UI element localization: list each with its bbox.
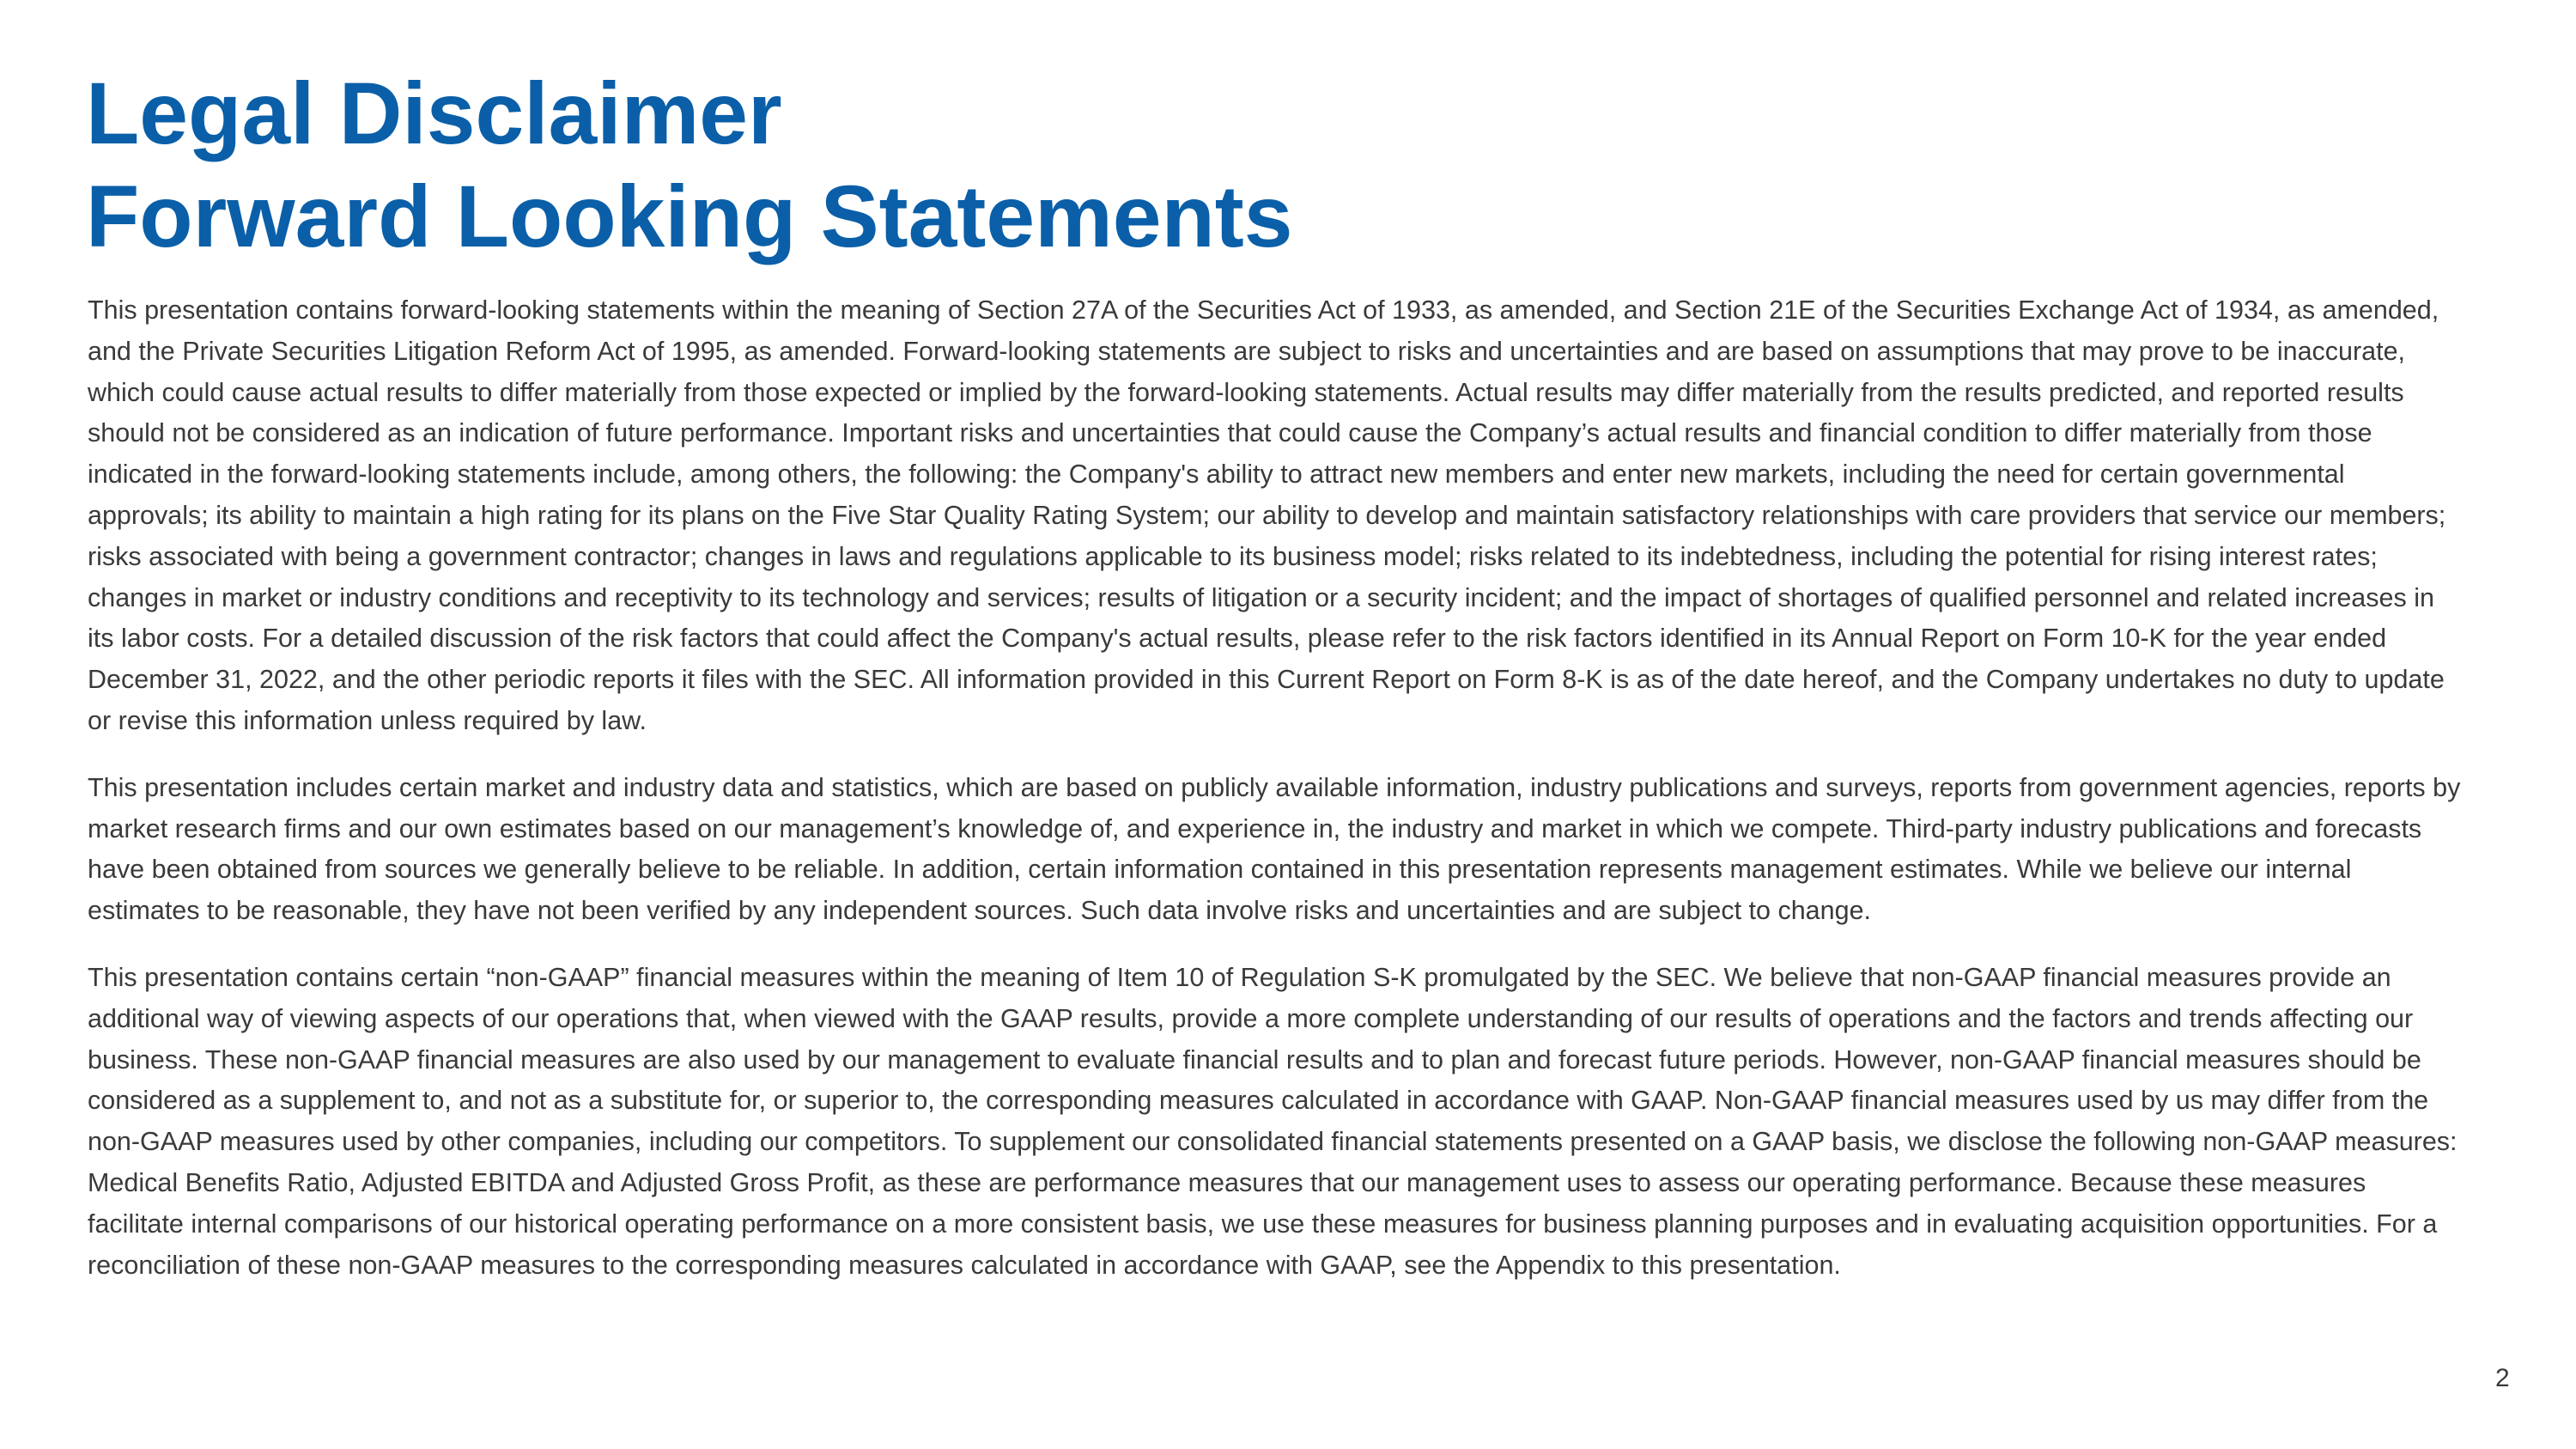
disclaimer-body — [88, 290, 2466, 1312]
title-line-legal-disclaimer: Legal Disclaimer — [86, 64, 782, 162]
page-number: 2 — [2495, 1364, 2510, 1392]
slide-title — [86, 62, 1293, 268]
paragraph-non-gaap: This presentation contains certain “non-GAAP” financial measures within the meaning of Item 10 of Regulation S-K promulgated by the SEC. We believe that non-GAAP financial measures provide an additional way of viewing aspects of our operations that, when viewed with the GAAP results, provide a more complete understanding of our results of operations and the factors and trends affecting our business. These non-GAAP financial measures are also used by our management to evaluate financial results and to plan and forecast future periods. However, non-GAAP financial measures should be considered as a supplement to, and not as a substitute for, or superior to, the corresponding measures calculated in accordance with GAAP. Non-GAAP financial measures used by us may differ from the non-GAAP measures used by other companies, including our competitors. To supplement our consolidated financial statements presented on a GAAP basis, we disclose the following non-GAAP measures: Medical Benefits Ratio, Adjusted EBITDA and Adjusted Gross Profit, as these are performance measures that our management uses to assess our operating performance. Because these measures facilitate internal comparisons of our historical operating performance on a more consistent basis, we use these measures for business planning purposes and in evaluating acquisition opportunities. For a reconciliation of these non-GAAP measures to the corresponding measures calculated in accordance with GAAP, see the Appendix to this presentation. — [88, 962, 2458, 1280]
paragraph-forward-looking: This presentation contains forward-looking statements within the meaning of Section 27A of the Securities Act of 1933, as amended, and Section 21E of the Securities Exchange Act of 1934, as amended, and the Private Securities Litigation Reform Act of 1995, as amended. Forward-looking statements are subject to risks and uncertainties and are based on assumptions that may prove to be inaccurate, which could cause actual results to differ materially from those expected or implied by the forward-looking statements. Actual results may differ materially from the results predicted, and reported results should not be considered as an indication of future performance. Important risks and uncertainties that could cause the Company’s actual results and financial condition to differ materially from those indicated in the forward-looking statements include, among others, the following: the Company's ability to attract new members and enter new markets, including the need for certain governmental approvals; its ability to maintain a high rating for its plans on the Five Star Quality Rating System; our ability to develop and maintain satisfactory relationships with care providers that service our members; risks associated with being a government contractor; changes in laws and regulations applicable to its business model; risks related to its indebtedness, including the potential for rising interest rates; changes in market or industry conditions and receptivity to its technology and services; results of litigation or a security incident; and the impact of shortages of qualified personnel and related increases in its labor costs. For a detailed discussion of the risk factors that could affect the Company's actual results, please refer to the risk factors identified in its Annual Report on Form 10-K for the year ended December 31, 2022, and the other periodic reports it files with the SEC. All information provided in this Current Report on Form 8-K is as of the date hereof, and the Company undertakes no duty to update or revise this information unless required by law. — [88, 295, 2446, 735]
paragraph-market-data: This presentation includes certain market and industry data and statistics, which are based on publicly available information, industry publications and surveys, reports from government agencies, reports by market research firms and our own estimates based on our management’s knowledge of, and experience in, the industry and market in which we compete. Third-party industry publications and forecasts have been obtained from sources we generally believe to be reliable. In addition, certain information contained in this presentation represents management estimates. While we believe our internal estimates to be reasonable, they have not been verified by any independent sources. Such data involve risks and uncertainties and are subject to change. — [88, 772, 2461, 926]
title-line-forward-looking-statements: Forward Looking Statements — [86, 167, 1293, 265]
